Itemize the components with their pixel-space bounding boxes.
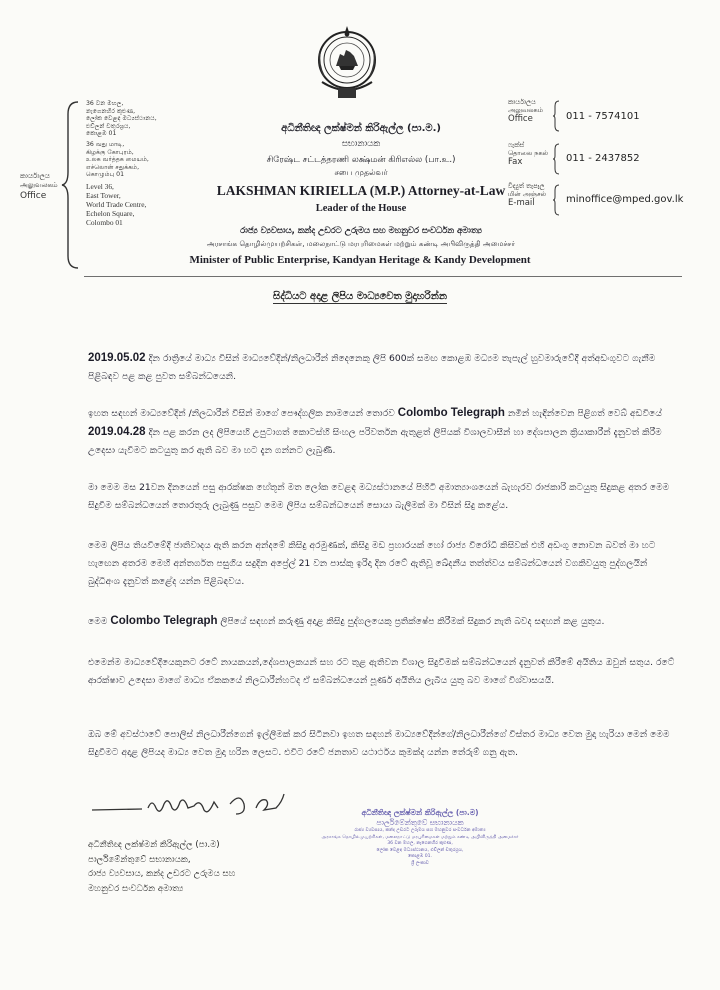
ministry-ta: அரசாங்க தொழில்முயற்சிகள், மலைநாட்டு மரபுரிமைகள் மற்றும் கண்டி அபிவிருத்தி அமைச்சர் [206,239,516,248]
title-si: සභානායක [341,139,381,149]
ministry-en: Minister of Public Enterprise, Kandyan Heritage & Kandy Development [189,254,531,266]
signer-role: පාර්ලිමේන්තුවේ සභානායක, [88,854,191,865]
date-1: 2019.05.02 [88,352,146,364]
sri-lanka-emblem-icon [314,22,380,106]
paragraph-3: මා මෙම මස 21වන දිනයෙන් පසු ආරක්ෂක හේතූන් මත ලෝක වෙළඳ මධ්‍යස්ථානයේ පිහිටි අමාත්‍යාංශයෙන් බැහැරව රාජකාරි කටයුතු සිදුකළ අතර මෙම සිදුවීම සම්බන්ධයෙන් තොරතුරු ලැබුණු පසුව මෙම ලිපිය සම්බන්ධයෙන් සොයා බැලීමක් මා විසින් සිදු කළේය. [88,482,670,511]
office-label-si: කාර්යාලය [20,172,50,180]
signature-mark-icon [90,788,300,822]
contact-fax-label: ෆැක්ස් தொலை நகல் Fax [508,141,549,167]
header-divider [84,276,682,277]
contact-brace-office [552,100,560,132]
office-address [86,100,198,230]
address-brace [60,100,80,270]
letter-subject: සිද්ධියට අදාළ ලිපිය මාධ්‍යවෙත මුදාහරින්න [273,291,447,302]
signer-block [88,838,318,896]
office-stamp: අධිනීතිඥ ලක්ෂ්මන් කිරිඇල්ල (පා.ම) පාර්ලිමේන්තුවේ සභානායක රාජ්‍ය ව්‍යවසාය, කන්ද උඩරට උරුමය සහ මහනුවර සංවර්ධන අමාත්‍ය அரசாங்க தொழில்முயற்சிகள், மலைநாட்டு மரபுரிமைகள் மற்றும் கண்டி அபிவிருத்தி அமைச்சர் 36 වන මහල, නැගෙනහිර කුළුණ, ලෝක වෙළඳ මධ්‍යස්ථානය, එච්ලන් චතුරශ්‍රය, කොළඹ 01. ශ්‍රී ලංකාව [321,808,519,866]
signer-name: අධිනීතිඥ ලක්ෂ්මන් කිරිඇල්ල (පා.ම) [88,840,220,850]
ministry-si: රාජ්‍ය ව්‍යවසාය, කන්ද උඩරට උරුමය සහ මහනුවර සංවර්ධන අමාත්‍ය [240,225,482,235]
contact-office-label: කාර්යාලය அலுவலகம் Office [508,98,543,124]
name-si: අධිනීතිඥ ලක්ෂ්මන් කිරිඇල්ල (පා.ම.) [281,123,441,134]
contact-brace-fax [552,143,560,175]
address-ta: 36 வது மாடி, கிழக்கு கோபுரம், உலக வர்த்தக மையம், எச்லொன் சதுக்கம், கொழும்பு 01 [86,140,149,179]
colombo-telegraph-ref-2: Colombo Telegraph [110,615,218,627]
contact-email-address[interactable]: minoffice@mped.gov.lk [566,194,684,205]
title-ta: சபை முதல்வர் [334,168,388,177]
contact-brace-email [552,184,560,216]
paragraph-5: මෙම Colombo Telegraph ලිපියේ සඳහන් කරුණු අදාළ කිසිදු පුද්ගලයෙකු ප්‍රතික්ෂේප කිරීමක් සිදුකර නැති බවද සඳහන් කළ යුතුය. [88,615,605,627]
address-en: Level 36, East Tower, World Trade Centre, Echelon Square, Colombo 01 [86,181,147,227]
paragraph-7: ඔබ මේ අවස්ථාවේ පොලිස් නිලධාරීන්ගෙන් ඉල්ලීමක් කර සිටිනවා ඉහත සඳහන් මාධ්‍යවේදීන්ගේ/නිලධාරීන්ගේ විස්තර මාධ්‍ය වෙත මුදා හැරියා මෙන් මෙම සිදුවීමට අදාළ ලිපියද මාධ්‍ය වෙත මුදා හරින ලෙසට. එවිට රටේ ජනතාව යථාර්ථය කුමක්ද යන්න තේරුම් ගනු ඇත. [88,729,670,758]
date-2: 2019.04.28 [88,426,146,438]
contact-office-phone[interactable]: 011 - 7574101 [566,111,640,122]
name-en: LAKSHMAN KIRIELLA (M.P.) Attorney-at-Law [216,183,506,198]
office-label-left [20,172,60,201]
signer-ministry-1: රාජ්‍ය ව්‍යවසාය, කන්ද උඩරට උරුමය සහ [88,869,236,879]
paragraph-2: ඉහත සඳහන් මාධ්‍යවේදීන් /නිලධාරීන් විසින් මාගේ පෞද්ගලික නාමයෙන් තොරව Colombo Telegraph නමින් හැඳින්වෙන පිළිගත් වෙබ් අඩවියේ 2019.04.28 දින පළ කරන ලද ලිපියෙහි උපුටාගත් කොටස්හි සිංහල පරිවර්තන ඇතුළත් ලිපියක් විශාලවාසීන් හා දේශපාලන ක්‍රියාකාරීන් දැනුවත් කිරීම උදෙසා යැවීමට කටයුතු කර ඇති බව මා හට දැන ගන්නට ලැබුණි. [88,407,662,456]
office-label-en: Office [20,191,47,201]
contact-fax-number[interactable]: 011 - 2437852 [566,153,640,164]
title-en: Leader of the House [315,203,407,214]
paragraph-1: 2019.05.02 දින රාත්‍රියේ මාධ්‍ය විසින් මාධ්‍යවේදීන්/නිලධාරීන් නිදෙනෙකු ලිපි 600ක් සමඟ කොළඹ මධ්‍යම තැපැල් හුවමාරුවේදී අත්අඩංගුවට ගැනීම පිළිබඳව පළ කළ පුවත සම්බන්ධයෙනි. [88,352,656,382]
address-si: 36 වන මහල, නැගෙනහිර කුළුණ, ලෝක වෙළඳ මධ්‍යස්ථානය, එච්ලන් චතුරශ්‍රය, කොළඹ 01 [86,100,157,138]
office-label-ta: அலுவலகம் [20,181,58,189]
paragraph-4: මෙම ලිපිය තියවීමේදී ජාතිවාදය ඇති කරන අන්දමේ කිසිදු අරමුණක්, කිසිදු මඩ ප්‍රහාරයක් හෝ රාජ්‍ය විරෝධී කිසිවක් එහි අඩංගු නොවන බවත් මා හට හැඟෙන අතරම මෙහි අන්තර්ගත පසුගිය සදුදින අප්‍රේල් 21 වන පාස්කු ඉරිදා දින රටේ ඇතිවූ ඛේදනීය තත්ත්වය සම්බන්ධයෙන් වගකිවයුතු පුද්ගලයින් බුද්ධිඅංශ දැනුවත් කළේද යන්න පිළිබඳවය. [88,540,656,587]
signer-ministry-2: මහනුවර සංවර්ධන අමාත්‍ය [88,883,184,894]
name-ta: சிரேஷ்ட சட்டத்தரணி லக்ஷ்மன் கிரிஎல்ல (பா.உ.) [266,155,456,165]
contact-email-label: විද්‍යුත් තැපෑල மின் அஞ்சல் E-mail [508,182,546,208]
paragraph-6: එමෙන්ම මාධ්‍යවේදීයෙකුනට රටේ නායකයන්,දේශපාලකයන් සහ රට තුළ ඇතිවන විශාල සිදුවීමක් සම්බන්ධයෙන් දැනුවත් කිරීමේ අයිතිය ඔවුන් සතුය. රටේ ආරක්ෂාව උදෙසා මාගේ මාධ්‍ය ඒකකයේ නිලධාරීන්හටද ඒ සම්බන්ධයෙන් පූර්ණ අයිතිය ලැබිය යුතු බව මාගේ විශ්වාසයයි. [88,657,675,686]
colombo-telegraph-ref-1: Colombo Telegraph [397,407,505,419]
